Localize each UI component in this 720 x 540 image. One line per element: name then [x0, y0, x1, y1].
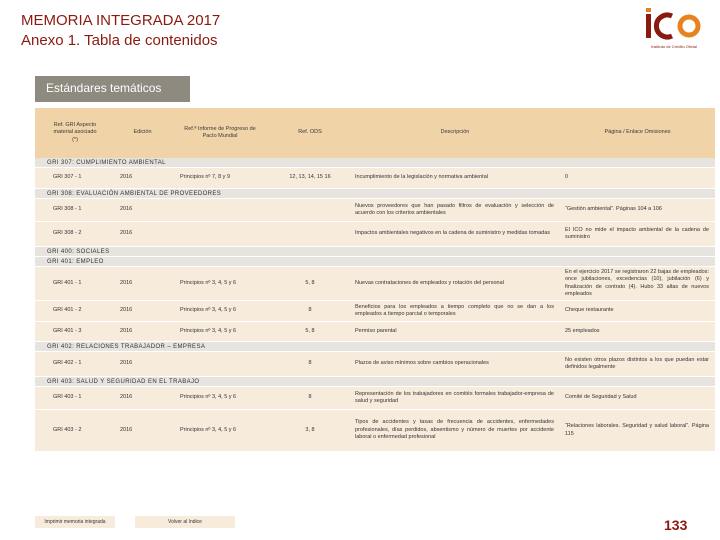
table-row [35, 168, 715, 189]
cell-pacto [170, 222, 270, 246]
cell-page: “Relaciones laborales. Seguridad y salud laboral”. Página 115 [565, 423, 709, 437]
table-header [35, 108, 715, 158]
cell-ods: 8 [308, 307, 312, 314]
section-header [35, 76, 190, 102]
cell-pacto: Principios nº 3, 4, 5 y 6 [180, 307, 237, 314]
cell-edition: 2016 [120, 394, 133, 401]
cell-ods: 3, 8 [305, 426, 315, 433]
cell-code: GRI 401 - 3 [53, 327, 82, 334]
cell-description: Incumplimiento de la legislación y normativa ambiental [355, 174, 488, 181]
group-gri-308: GRI 308: EVALUACIÓN AMBIENTAL DE PROVEEDORES [35, 189, 715, 199]
cell-edition: 2016 [120, 307, 133, 314]
cell-page: No existen otros plazos distintos a los que puedan estar definidos legalmente [565, 356, 709, 370]
cell-ods [270, 199, 350, 221]
group-gri-403: GRI 403: SALUD Y SEGURIDAD EN EL TRABAJO [35, 377, 715, 387]
cell-code: GRI 401 - 2 [53, 307, 82, 314]
cell-pacto: Principios nº 7, 8 y 9 [180, 174, 231, 181]
cell-edition: 2016 [120, 174, 133, 181]
cell-ods: 5, 8 [305, 279, 315, 286]
header-pacto: Ref.ª Informe de Progreso de Pacto Mundial [184, 125, 256, 139]
cell-edition: 2016 [120, 230, 133, 237]
cell-edition: 2016 [120, 206, 133, 213]
cell-ods [270, 222, 350, 246]
table-row [35, 387, 715, 410]
print-report-button[interactable]: Imprimir memoria integrada [35, 516, 115, 528]
cell-page: En el ejercicio 2017 se registraron 22 bajas de empleados: once jubilaciones, excedencias (10), jubilación (6) y finalización de contrato (4). Hubo 33 altas de nuevos empleados [565, 268, 709, 297]
cell-ods: 8 [308, 360, 312, 367]
cell-pacto: Principios nº 3, 4, 5 y 6 [180, 279, 237, 286]
page-subtitle: Anexo 1. Tabla de contenidos [21, 32, 218, 49]
cell-description: Tipos de accidentes y tasas de frecuencia de accidentes, enfermedades profesionales, días perdidos, absentismo y número de muertes por accidente laboral o enfermedad profesional [355, 419, 554, 441]
cell-ods: 12, 13, 14, 15 16 [289, 174, 331, 181]
cell-description: Beneficios para los empleados a tiempo completo que no se dan a los empleados a tiempo parcial o temporales [355, 303, 554, 317]
cell-pacto [170, 199, 270, 221]
ico-logo [636, 8, 712, 54]
contents-table [35, 108, 715, 452]
cell-edition: 2016 [120, 426, 133, 433]
cell-page: 25 empleados [565, 327, 600, 334]
cell-code: GRI 308 - 2 [53, 230, 82, 237]
cell-page: El ICO no mide el impacto ambiental de la cadena de suministro [565, 226, 709, 240]
cell-pacto: Principios nº 3, 4, 5 y 6 [180, 426, 237, 433]
section-label: Estándares temáticos [46, 81, 162, 95]
page-title: MEMORIA INTEGRADA 2017 [21, 12, 221, 29]
cell-edition: 2016 [120, 360, 133, 367]
cell-page: “Gestión ambiental”. Páginas 104 a 106 [565, 206, 662, 213]
ico-logo-icon [644, 8, 704, 42]
cell-page: Comité de Seguridad y Salud [565, 394, 637, 401]
cell-pacto: Principios nº 3, 4, 5 y 6 [180, 327, 237, 334]
logo-caption: Instituto de Crédito Oficial [651, 44, 697, 49]
cell-edition: 2016 [120, 327, 133, 334]
header-page: Página / Enlace Omisiones [604, 129, 671, 136]
back-to-index-button[interactable]: Volver al índice [135, 516, 235, 528]
header-edition: Edición [133, 129, 152, 136]
cell-description: Nuevas contrataciones de empleados y rotación del personal [355, 279, 504, 286]
cell-page: 0 [565, 174, 569, 181]
cell-description: Representación de los trabajadores en comités formales trabajador-empresa de salud y seguridad [355, 390, 554, 404]
cell-description: Permiso parental [355, 327, 397, 334]
cell-description: Impactos ambientales negativos en la cadena de suministro y medidas tomadas [355, 230, 551, 237]
header-description: Descripción [440, 129, 470, 136]
header-ods: Ref. ODS [298, 129, 322, 136]
cell-ods: 8 [308, 394, 312, 401]
cell-pacto: Principios nº 3, 4, 5 y 6 [180, 394, 237, 401]
cell-code: GRI 403 - 1 [53, 394, 82, 401]
cell-description: Nuevos proveedores que han pasado filtros de evaluación y selección de acuerdo con los criterios ambientales [355, 202, 554, 216]
group-gri-307: GRI 307: CUMPLIMIENTO AMBIENTAL [35, 158, 715, 168]
page-header [0, 0, 720, 62]
cell-ods: 5, 8 [305, 327, 315, 334]
cell-code: GRI 403 - 2 [53, 426, 82, 433]
table-row [35, 222, 715, 247]
table-row [35, 301, 715, 322]
group-gri-401: GRI 401: EMPLEO [35, 257, 715, 267]
cell-pacto [170, 352, 270, 376]
cell-description: Plazos de aviso mínimos sobre cambios operacionales [355, 360, 489, 367]
page-number: 133 [664, 517, 688, 533]
cell-code: GRI 401 - 1 [53, 279, 82, 286]
header-code: Ref. GRI Aspecto material asociado (*) [53, 121, 97, 143]
table-row [35, 267, 715, 301]
group-gri-402: GRI 402: RELACIONES TRABAJADOR – EMPRESA [35, 342, 715, 352]
group-gri-400: GRI 400: SOCIALES [35, 247, 715, 257]
cell-code: GRI 307 - 1 [53, 174, 82, 181]
table-row [35, 410, 715, 452]
table-row [35, 352, 715, 377]
cell-edition: 2016 [120, 279, 133, 286]
table-row [35, 199, 715, 222]
cell-page: Cheque restaurante [565, 307, 614, 314]
table-row [35, 322, 715, 342]
cell-code: GRI 308 - 1 [53, 206, 82, 213]
cell-code: GRI 402 - 1 [53, 360, 82, 367]
